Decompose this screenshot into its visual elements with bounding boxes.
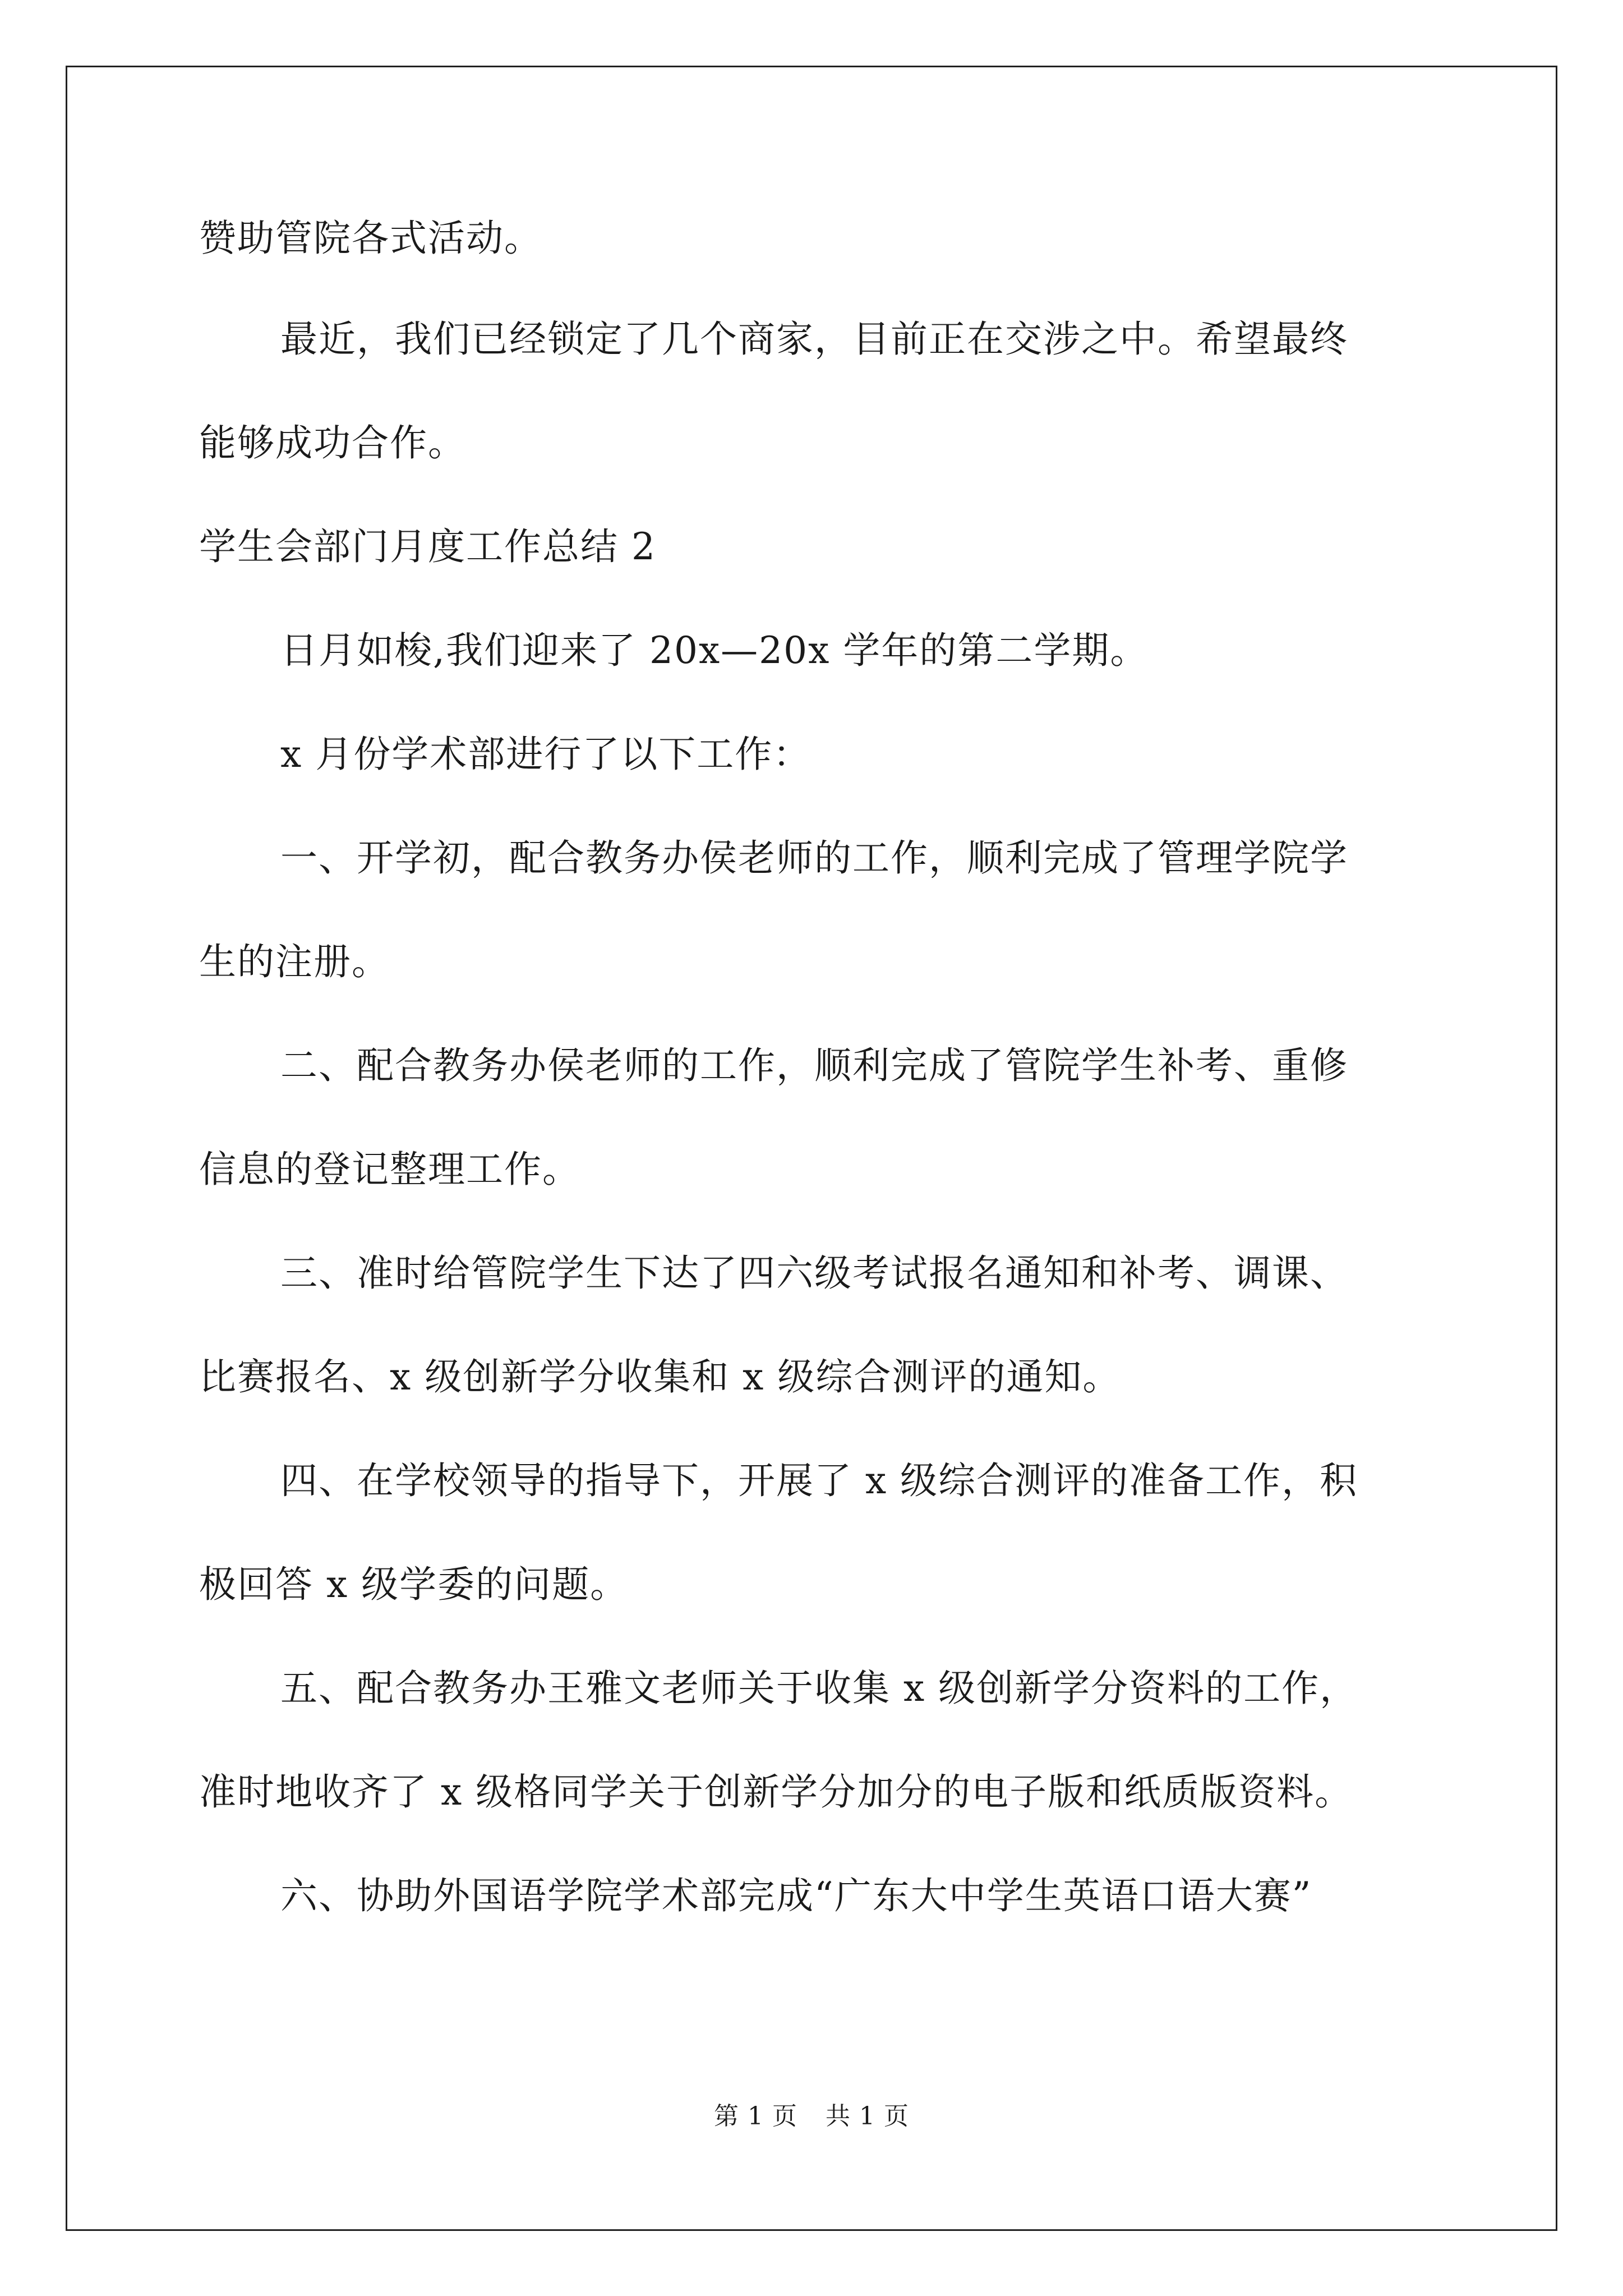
text-line: 信息的登记整理工作。: [199, 1148, 580, 1191]
page-number: 第 1 页: [714, 2102, 797, 2131]
text-line: 一、开学初，配合教务办侯老师的工作，顺利完成了管理学院学: [280, 836, 1348, 880]
text-line: 赞助管院各式活动。: [199, 217, 542, 260]
page-total: 共 1 页: [826, 2102, 909, 2131]
text-line: 三、准时给管院学生下达了四六级考试报名通知和补考、调课、: [280, 1251, 1348, 1295]
text-line: 比赛报名、x 级创新学分收集和 x 级综合测评的通知。: [199, 1355, 1121, 1398]
text-line: 最近，我们已经锁定了几个商家，目前正在交涉之中。希望最终: [280, 318, 1348, 361]
section-heading: 学生会部门月度工作总结 2: [199, 525, 656, 568]
text-line: 日月如梭,我们迎来了 20x—20x 学年的第二学期。: [280, 629, 1149, 672]
text-line: 六、协助外国语学院学术部完成“广东大中学生英语口语大赛”: [280, 1874, 1312, 1917]
text-line: 五、配合教务办王雅文老师关于收集 x 级创新学分资料的工作，: [280, 1667, 1358, 1710]
page-footer: [0, 2101, 1623, 2132]
text-line: 二、配合教务办侯老师的工作，顺利完成了管院学生补考、重修: [280, 1044, 1348, 1087]
text-line: 准时地收齐了 x 级格同学关于创新学分加分的电子版和纸质版资料。: [199, 1770, 1353, 1814]
text-line: x 月份学术部进行了以下工作：: [280, 733, 811, 776]
text-line: 四、在学校领导的指导下，开展了 x 级综合测评的准备工作，积: [280, 1459, 1358, 1502]
text-line: 生的注册。: [199, 940, 390, 983]
text-line: 极回答 x 级学委的问题。: [199, 1563, 629, 1606]
text-line: 能够成功合作。: [199, 421, 466, 464]
